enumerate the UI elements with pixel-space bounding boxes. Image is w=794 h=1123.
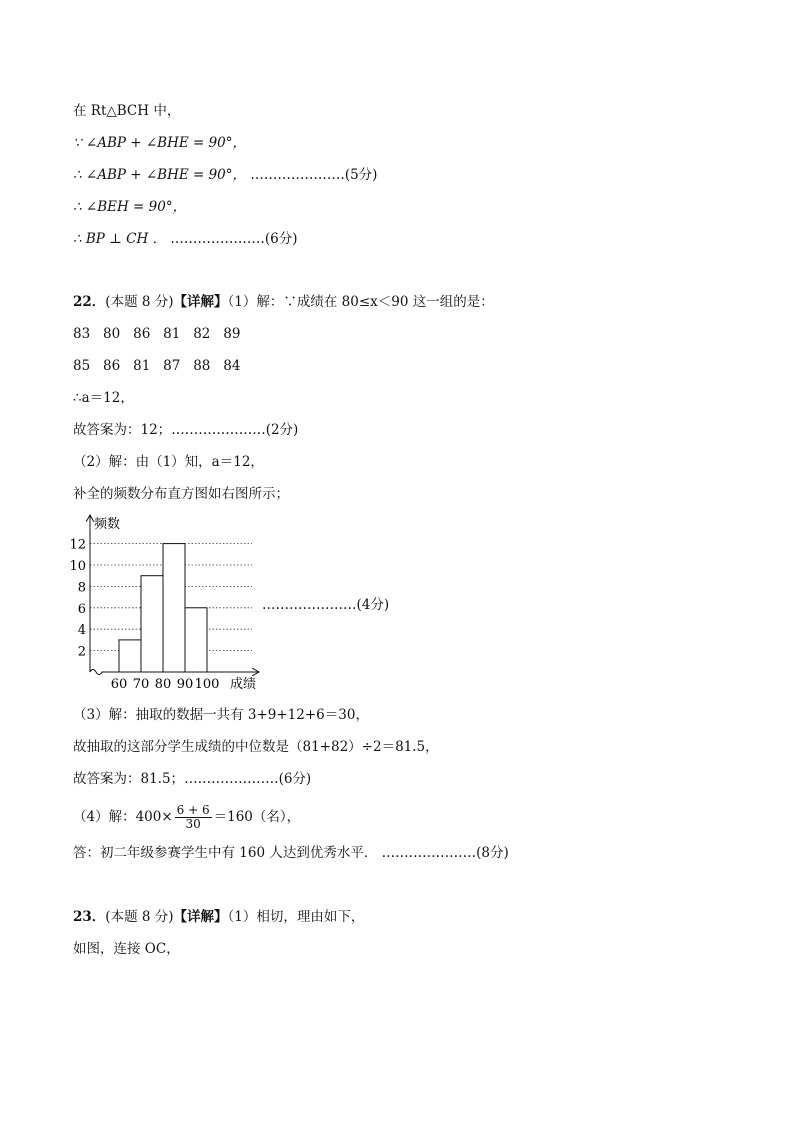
q22-part4-post: ＝160（名）， xyxy=(213,809,301,825)
q22-score-8: …………………(8分) xyxy=(381,845,509,861)
q23-line-2: 如图，连接 OC， xyxy=(73,941,180,957)
q22-header xyxy=(73,293,494,311)
y-tick-label: 10 xyxy=(69,559,86,574)
q22-a-line: ∴a＝12， xyxy=(73,390,134,406)
q22-final-text: 答：初二年级参赛学生中有 160 人达到优秀水平． xyxy=(73,845,378,861)
proof-line-5-text: ∴ BP ⊥ CH ． xyxy=(73,231,167,247)
y-tick-label: 8 xyxy=(77,580,86,596)
q22-answer-3-text: 故答案为：81.5； xyxy=(73,771,185,787)
q22-part4 xyxy=(73,804,300,831)
histogram-bar xyxy=(185,608,207,672)
q23-part1: （1）相切，理由如下， xyxy=(227,909,365,925)
x-tick-label: 80 xyxy=(154,677,172,692)
y-axis-label: 频数 xyxy=(94,517,121,532)
q22-fill-text: 补全的频数分布直方图如右图所示； xyxy=(73,486,289,502)
frequency-histogram xyxy=(60,508,280,694)
q22-score-6: …………………(6分) xyxy=(184,771,312,787)
proof-line-5 xyxy=(73,230,297,248)
q22-part2: （2）解：由（1）知，a＝12， xyxy=(73,454,264,470)
q22-data-row-2: 85 86 81 87 88 84 xyxy=(73,358,241,374)
proof-line-1: 在 Rt△BCH 中， xyxy=(73,103,181,119)
y-tick-label: 4 xyxy=(77,623,86,639)
q22-part3: （3）解：抽取的数据一共有 3+9+12+6＝30， xyxy=(73,707,369,723)
q22-data-row-1: 83 80 86 81 82 89 xyxy=(73,326,241,342)
q23-number: 23． xyxy=(73,909,106,925)
q22-number: 22． xyxy=(73,294,106,310)
q22-answer-1 xyxy=(73,421,298,439)
q22-answer-1-text: 故答案为：12； xyxy=(73,422,172,438)
histogram-bar xyxy=(119,640,141,672)
q22-final-answer xyxy=(73,844,509,862)
q23-header xyxy=(73,908,364,926)
x-tick-label: 100 xyxy=(194,677,220,692)
q22-score-4: …………………(4分) xyxy=(262,597,390,613)
q23-meta: (本题 8 分) xyxy=(105,909,174,925)
q22-median: 故抽取的这部分学生成绩的中位数是（81+82）÷2＝81.5， xyxy=(73,739,439,755)
q22-fraction xyxy=(175,804,212,831)
x-tick-label: 60 xyxy=(110,677,128,692)
q22-meta: (本题 8 分) xyxy=(105,294,174,310)
histogram-bar xyxy=(163,544,185,672)
proof-line-3 xyxy=(73,166,377,184)
proof-line-3-text: ∴ ∠ABP + ∠BHE = 90°， xyxy=(73,167,247,183)
y-tick-label: 6 xyxy=(77,601,86,617)
proof-score-6: …………………(6分) xyxy=(170,231,298,247)
q22-part4-pre: （4）解：400× xyxy=(73,809,173,825)
fraction-numerator: 6 + 6 xyxy=(176,803,210,817)
histogram-bar xyxy=(141,576,163,672)
y-tick-label: 2 xyxy=(77,644,86,660)
q22-tag: 【详解】 xyxy=(173,294,228,310)
proof-score-5: …………………(5分) xyxy=(250,167,378,183)
q23-tag: 【详解】 xyxy=(173,909,228,925)
x-axis-label: 成绩 xyxy=(230,677,257,692)
axis-break-squiggle xyxy=(90,670,104,675)
proof-line-4: ∴ ∠BEH = 90°， xyxy=(73,199,187,215)
q22-answer-3 xyxy=(73,770,311,788)
fraction-denominator: 30 xyxy=(185,817,201,831)
x-tick-label: 90 xyxy=(176,677,194,692)
y-tick-label: 12 xyxy=(69,537,86,553)
x-tick-label: 70 xyxy=(132,677,150,692)
proof-line-2: ∵ ∠ABP + ∠BHE = 90°， xyxy=(73,135,247,151)
q22-score-2: …………………(2分) xyxy=(171,422,299,438)
q22-part1: （1）解：∵成绩在 80≤x＜90 这一组的是： xyxy=(227,294,494,310)
